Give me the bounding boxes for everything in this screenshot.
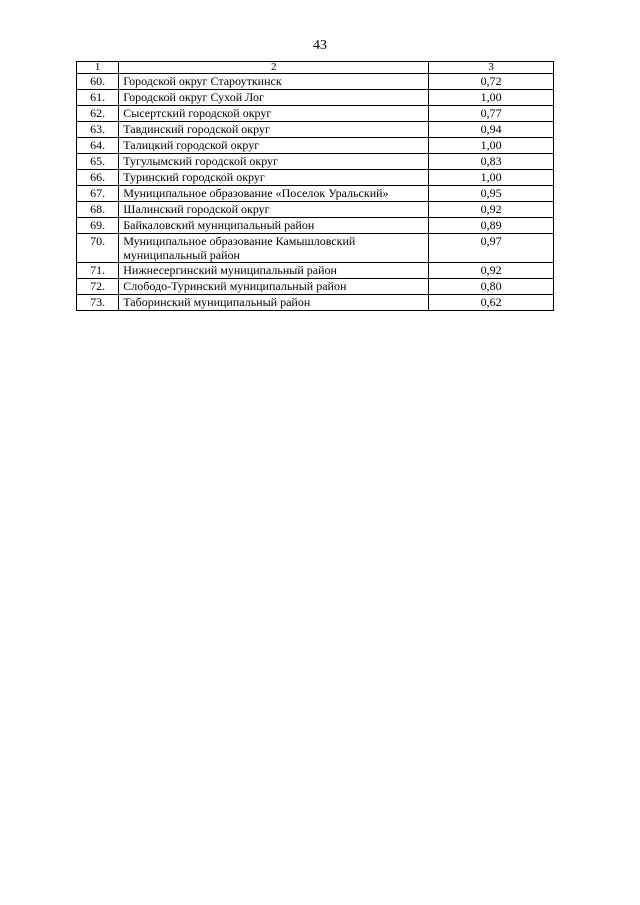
row-number: 70. bbox=[77, 234, 119, 263]
table-row bbox=[77, 234, 554, 263]
table-row bbox=[77, 218, 554, 234]
table-row bbox=[77, 295, 554, 311]
row-name: Тавдинский городской округ bbox=[119, 122, 429, 138]
table-row bbox=[77, 106, 554, 122]
table-row bbox=[77, 202, 554, 218]
data-table bbox=[76, 61, 554, 311]
row-name: Талицкий городской округ bbox=[119, 138, 429, 154]
row-value: 0,83 bbox=[429, 154, 554, 170]
row-name: Муниципальное образование «Поселок Уральский» bbox=[119, 186, 429, 202]
table-row bbox=[77, 74, 554, 90]
row-name: Муниципальное образование Камышловский муниципальный район bbox=[119, 234, 429, 263]
row-value: 1,00 bbox=[429, 138, 554, 154]
row-number: 65. bbox=[77, 154, 119, 170]
row-value: 0,89 bbox=[429, 218, 554, 234]
row-value: 0,80 bbox=[429, 279, 554, 295]
table-row bbox=[77, 154, 554, 170]
row-number: 71. bbox=[77, 263, 119, 279]
table-row bbox=[77, 170, 554, 186]
row-name: Туринский городской округ bbox=[119, 170, 429, 186]
row-number: 69. bbox=[77, 218, 119, 234]
row-number: 64. bbox=[77, 138, 119, 154]
row-number: 68. bbox=[77, 202, 119, 218]
row-name: Тугулымский городской округ bbox=[119, 154, 429, 170]
row-value: 1,00 bbox=[429, 170, 554, 186]
table-row bbox=[77, 90, 554, 106]
row-name: Городской округ Сухой Лог bbox=[119, 90, 429, 106]
row-value: 0,77 bbox=[429, 106, 554, 122]
table-row bbox=[77, 138, 554, 154]
row-number: 60. bbox=[77, 74, 119, 90]
row-value: 1,00 bbox=[429, 90, 554, 106]
header-cell-3: 3 bbox=[429, 62, 554, 74]
row-name: Шалинский городской округ bbox=[119, 202, 429, 218]
row-name: Таборинский муниципальный район bbox=[119, 295, 429, 311]
row-name: Сысертский городской округ bbox=[119, 106, 429, 122]
row-value: 0,92 bbox=[429, 202, 554, 218]
row-value: 0,95 bbox=[429, 186, 554, 202]
row-value: 0,72 bbox=[429, 74, 554, 90]
row-number: 61. bbox=[77, 90, 119, 106]
row-number: 66. bbox=[77, 170, 119, 186]
row-value: 0,92 bbox=[429, 263, 554, 279]
row-number: 63. bbox=[77, 122, 119, 138]
table-header-row bbox=[77, 62, 554, 74]
row-name: Байкаловский муниципальный район bbox=[119, 218, 429, 234]
row-number: 62. bbox=[77, 106, 119, 122]
row-value: 0,94 bbox=[429, 122, 554, 138]
header-cell-1: 1 bbox=[77, 62, 119, 74]
row-name: Городской округ Староуткинск bbox=[119, 74, 429, 90]
table-row bbox=[77, 186, 554, 202]
row-value: 0,97 bbox=[429, 234, 554, 263]
page-number: 43 bbox=[313, 38, 327, 53]
header-cell-2: 2 bbox=[119, 62, 429, 74]
table-row bbox=[77, 122, 554, 138]
row-name: Слободо-Туринский муниципальный район bbox=[119, 279, 429, 295]
row-name: Нижнесергинский муниципальный район bbox=[119, 263, 429, 279]
row-value: 0,62 bbox=[429, 295, 554, 311]
table-row bbox=[77, 263, 554, 279]
row-number: 67. bbox=[77, 186, 119, 202]
row-number: 73. bbox=[77, 295, 119, 311]
table-row bbox=[77, 279, 554, 295]
row-number: 72. bbox=[77, 279, 119, 295]
